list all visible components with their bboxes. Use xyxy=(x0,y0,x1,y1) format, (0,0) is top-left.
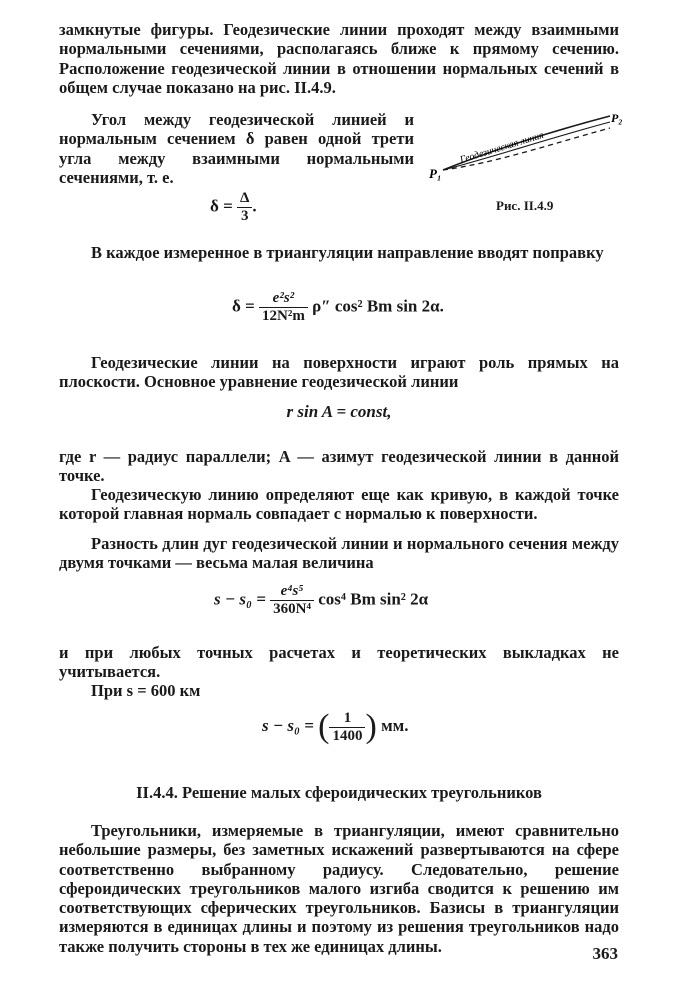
formula-example-tail: мм. xyxy=(381,715,409,735)
paragraph-negligible: и при любых точных расчетах и теоретических выкладках не учитывается. xyxy=(59,643,619,682)
formula-example-lhs: s − s₀ = xyxy=(262,715,314,735)
section-heading: II.4.4. Решение малых сфероидических треугольников xyxy=(136,783,542,802)
paragraph-where: где r — радиус параллели; A — азимут геодезической линии в данной точке. xyxy=(59,447,619,486)
formula-example-den: 1400 xyxy=(332,727,363,744)
formula-delta-tail: . xyxy=(252,196,257,216)
paragraph-angle-text: Угол между геодезической линией и нормальным сечением δ равен одной трети угла между взаимными нормальными сечениями, т. е. xyxy=(59,110,414,187)
formula-correction-num: e²s² xyxy=(259,290,308,308)
formula-difference xyxy=(214,583,428,618)
paragraph-definition-text: Геодезическую линию определяют еще как кривую, в каждой точке которой главная нормаль совпадает с нормалью к поверхности. xyxy=(59,485,619,524)
formula-example-frac xyxy=(329,710,365,745)
formula-correction-lhs: δ = xyxy=(232,296,255,316)
formula-difference-tail: cos⁴ Bm sin² 2α xyxy=(318,589,429,609)
paragraph-example xyxy=(59,681,619,700)
formula-delta-num: Δ xyxy=(237,190,252,208)
formula-correction-den: 12N²m xyxy=(262,308,305,324)
paragraph-definition xyxy=(59,485,619,524)
formula-correction xyxy=(232,290,444,325)
paragraph-triangles-text: Треугольники, измеряемые в триангуляции, имеют сравнительно небольшие размеры, без заметных искажений развертываются на сфере соответственно выбранному радиусу. Следовательно, решение сфероидических треугольников малого изгиба сводится к решению им соответствующих сферических треугольников. Базисы в триангуляции измеряются в единицах длины и поэтому из решения треугольников надо также получить стороны в тех же единицах длины. xyxy=(59,821,619,956)
formula-delta-lhs: δ = xyxy=(210,196,233,216)
paragraph-triangles xyxy=(59,821,619,956)
formula-clairaut: r sin A = const, xyxy=(286,402,392,421)
paragraph-difference xyxy=(59,534,619,573)
geodesic-figure xyxy=(425,108,625,183)
paragraph-difference-text: Разность длин дуг геодезической линии и нормального сечения между двумя точками — весьма малая величина xyxy=(59,534,619,573)
label-p2: P₂ xyxy=(611,111,623,125)
paragraph-geodesic-role xyxy=(59,353,619,392)
paragraph-angle xyxy=(59,110,414,187)
paragraph-correction xyxy=(59,243,619,262)
page-number: 363 xyxy=(592,944,618,963)
formula-example xyxy=(262,708,408,746)
paragraph-example-text: При s = 600 км xyxy=(91,681,201,700)
label-p1: P₁ xyxy=(429,166,442,181)
formula-delta-frac xyxy=(237,190,252,225)
formula-difference-lhs: s − s₀ = xyxy=(214,589,266,609)
paren-open: ( xyxy=(318,708,330,745)
paragraph-correction-text: В каждое измеренное в триангуляции направление вводят поправку xyxy=(91,243,604,262)
formula-correction-tail: ρ″ cos² Bm sin 2α. xyxy=(312,296,444,316)
formula-delta xyxy=(210,190,257,225)
formula-correction-frac xyxy=(259,290,308,325)
formula-difference-num: e⁴s⁵ xyxy=(270,583,314,601)
formula-delta-den: 3 xyxy=(240,208,249,224)
curve-label: Геодезическая линия xyxy=(458,129,546,166)
formula-difference-den: 360N⁴ xyxy=(273,601,311,617)
formula-example-num: 1 xyxy=(329,710,365,728)
figure-caption: Рис. II.4.9 xyxy=(496,198,554,213)
paren-close: ) xyxy=(365,708,377,745)
paragraph-geodesic-role-text: Геодезические линии на поверхности играют роль прямых на плоскости. Основное уравнение геодезической линии xyxy=(59,353,619,392)
formula-difference-frac xyxy=(270,583,314,618)
paragraph-intro: замкнутые фигуры. Геодезические линии проходят между взаимными нормальными сечениями, располагаясь ближе к прямому сечению. Расположение геодезической линии в отношении нормальных сечений в общем случае показано на рис. II.4.9. xyxy=(59,20,619,97)
